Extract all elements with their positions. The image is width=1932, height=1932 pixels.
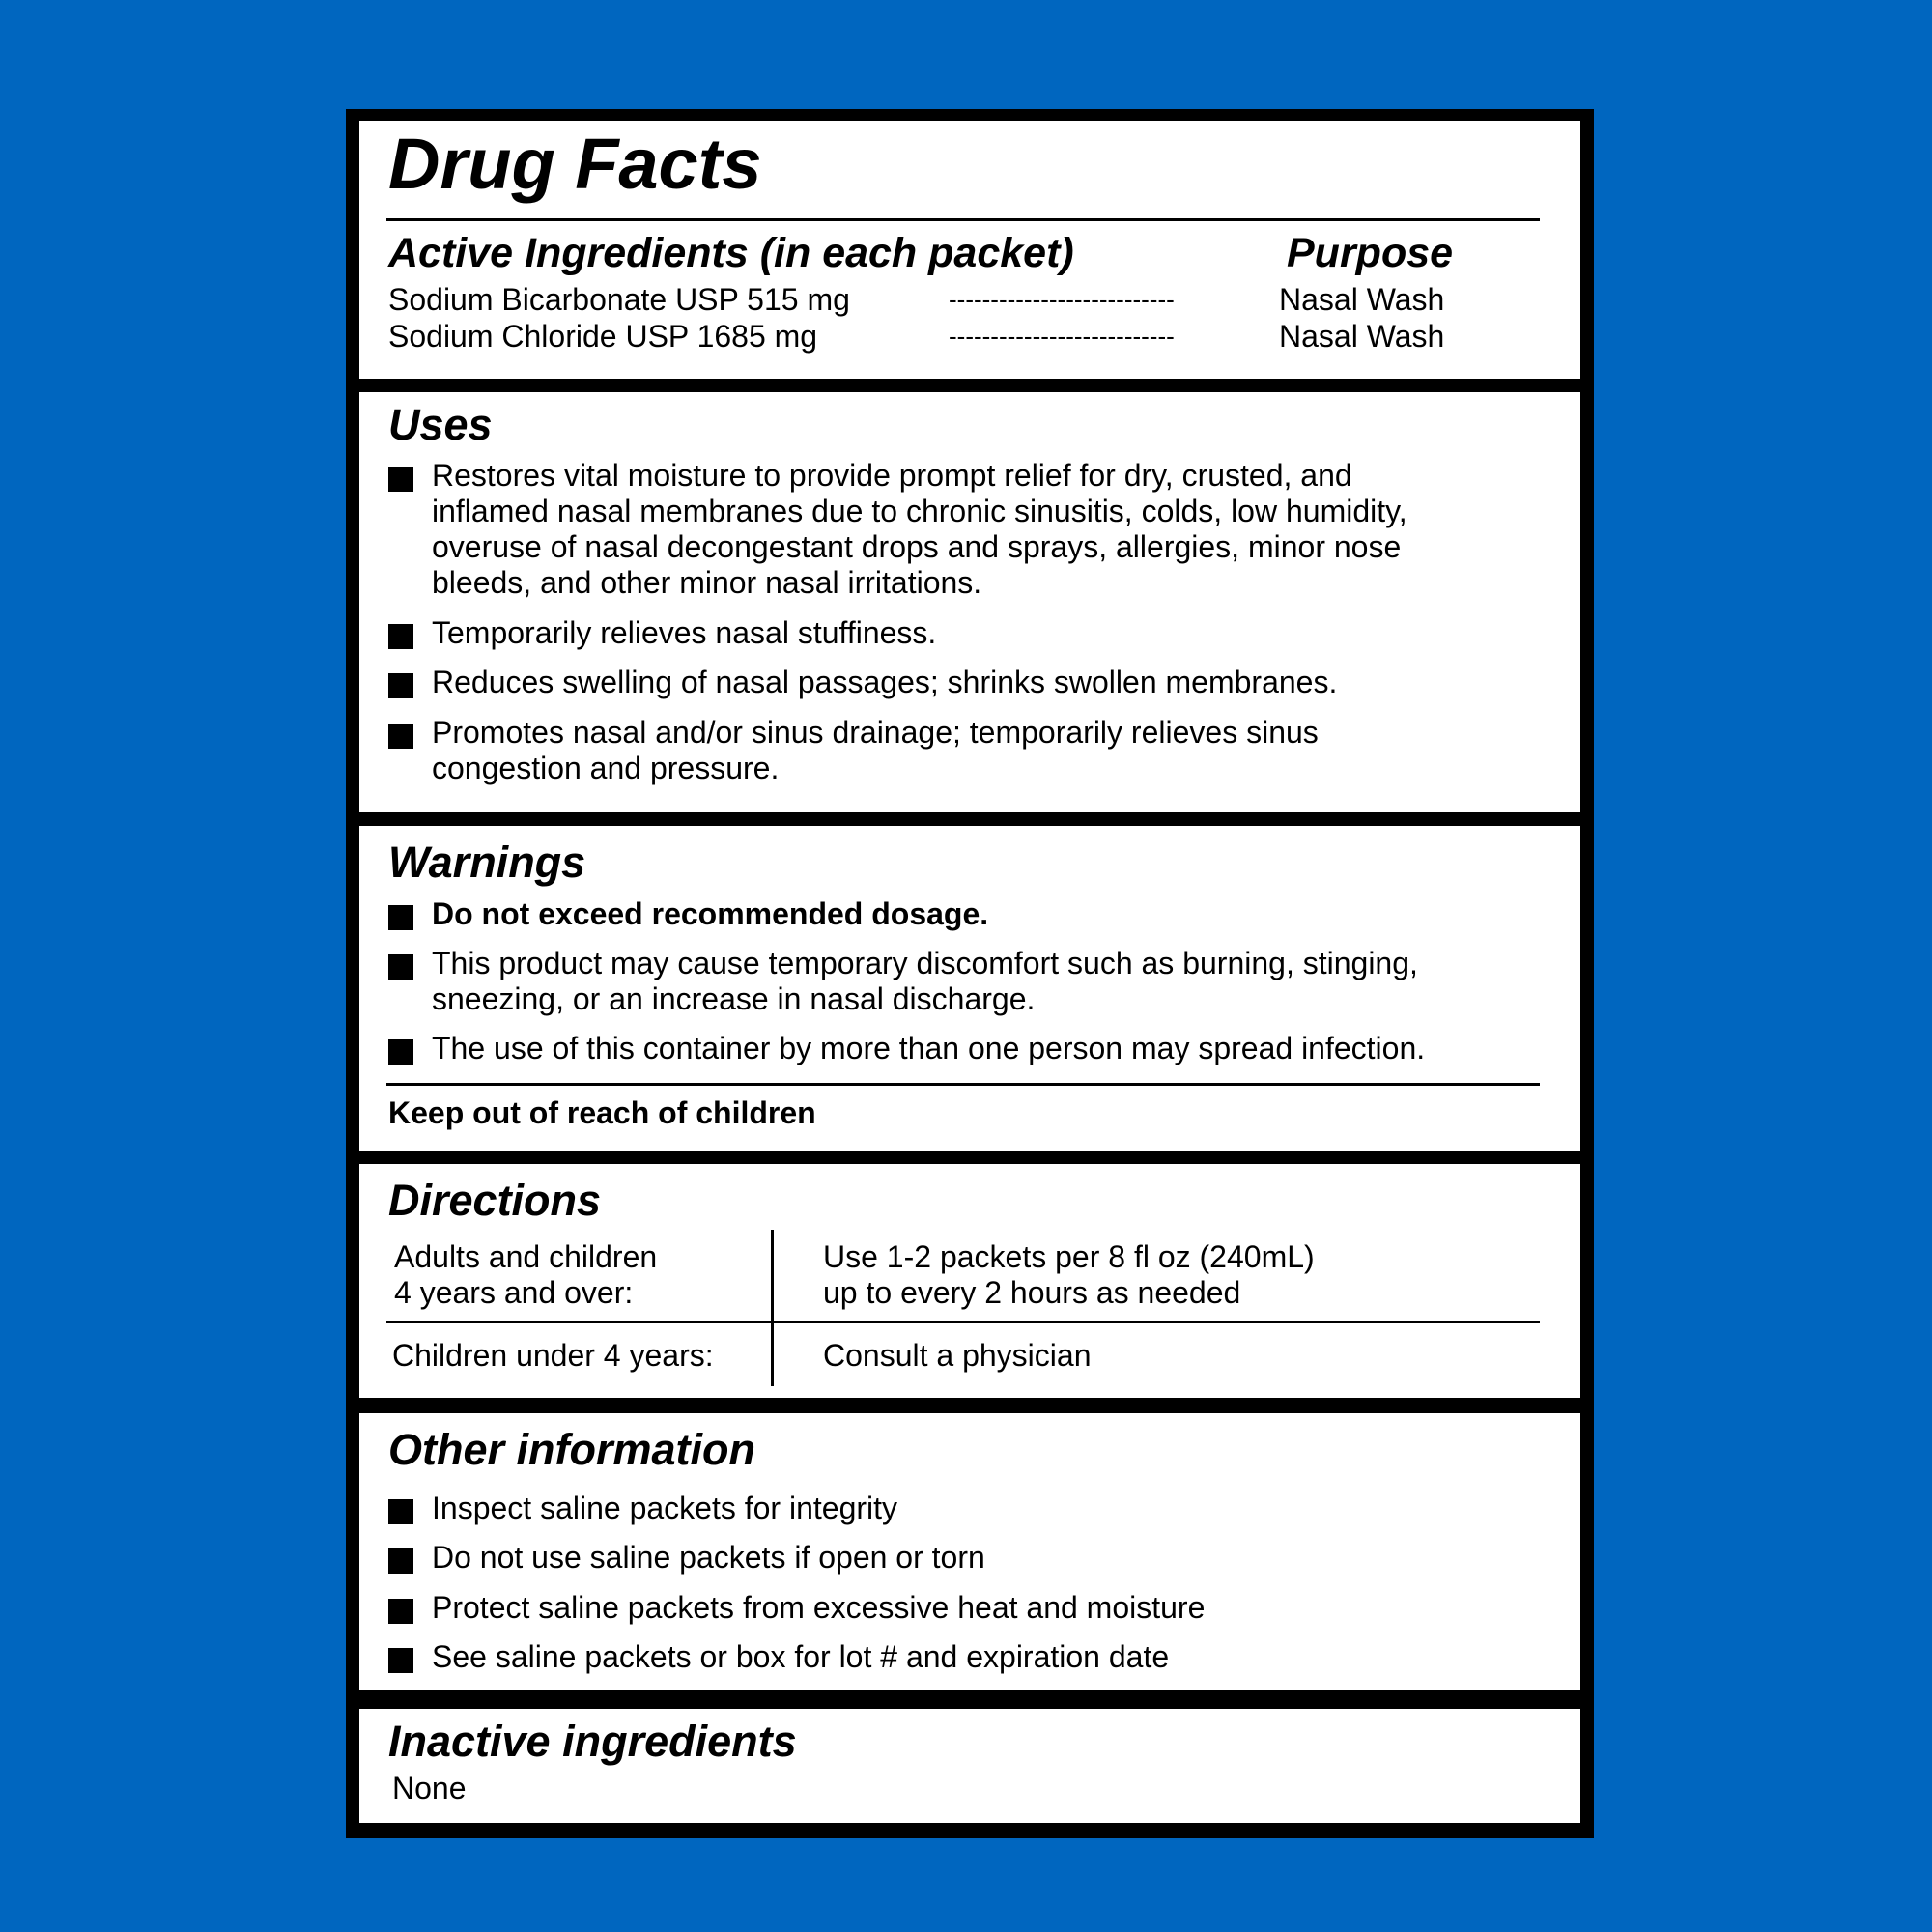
keep-out-divider [386, 1083, 1540, 1086]
square-bullet-icon [388, 1648, 413, 1673]
uses-panel: Uses Restores vital moisture to provide prompt relief for dry, crusted, and inflamed nasal membranes due to chronic sinusitis, colds, low humidity, overuse of nasal decongestant drops and sprays, allergies, minor nose bleeds, and other minor nasal irritations. Temporarily relieves nasal stuffiness. Reduces swelling of nasal passages; shrinks swollen membranes. Promotes nasal and/or sinus drainage; temporarily relieves sinus congestion and pressure. [359, 392, 1580, 812]
warnings-panel: Warnings Do not exceed recommended dosage. This product may cause temporary discomfort such as burning, stinging, sneezing, or an increase in nasal discharge. The use of this container by more than one person may spread infection. Keep out of reach of children [359, 826, 1580, 1151]
square-bullet-icon [388, 724, 413, 749]
title-divider [386, 218, 1540, 221]
square-bullet-icon [388, 905, 413, 930]
other-information-panel: Other information Inspect saline packets for integrity Do not use saline packets if open or torn Protect saline packets from excessive heat and moisture See saline packets or box for lot # and expiration date [359, 1413, 1580, 1690]
directions-who: Adults and children [394, 1239, 658, 1274]
inactive-ingredients-heading: Inactive ingredients [388, 1717, 797, 1766]
purpose-heading: Purpose [1287, 230, 1454, 276]
inactive-ingredients-panel [359, 1709, 1580, 1823]
square-bullet-icon [388, 1548, 413, 1574]
square-bullet-icon [388, 954, 413, 980]
directions-who: Children under 4 years: [392, 1338, 714, 1373]
active-ingredients-panel [359, 121, 1580, 379]
active-ingredients-heading: Active Ingredients (in each packet) [388, 230, 1074, 276]
square-bullet-icon [388, 624, 413, 649]
directions-who: 4 years and over: [394, 1275, 634, 1310]
square-bullet-icon [388, 1039, 413, 1065]
inactive-ingredients-value: None [392, 1771, 467, 1805]
directions-panel [359, 1164, 1580, 1398]
warnings-heading: Warnings [388, 838, 586, 887]
dotted-leader: --------------------------- [949, 285, 1175, 314]
square-bullet-icon [388, 1599, 413, 1624]
directions-row-divider [386, 1321, 1540, 1323]
directions-column-divider [771, 1230, 774, 1386]
uses-heading: Uses [388, 400, 493, 449]
square-bullet-icon [388, 467, 413, 492]
ingredient-purpose: Nasal Wash [1279, 282, 1445, 317]
square-bullet-icon [388, 1499, 413, 1524]
ingredient-purpose: Nasal Wash [1279, 319, 1445, 354]
drug-facts-title: Drug Facts [388, 124, 762, 204]
other-information-heading: Other information [388, 1425, 755, 1474]
directions-what: Use 1-2 packets per 8 fl oz (240mL) [823, 1239, 1315, 1274]
ingredient-name: Sodium Chloride USP 1685 mg [388, 319, 818, 354]
directions-heading: Directions [388, 1176, 602, 1225]
directions-what: up to every 2 hours as needed [823, 1275, 1241, 1310]
drug-facts-label [346, 109, 1594, 1838]
directions-what: Consult a physician [823, 1338, 1092, 1373]
dotted-leader: --------------------------- [949, 322, 1175, 351]
ingredient-name: Sodium Bicarbonate USP 515 mg [388, 282, 850, 317]
square-bullet-icon [388, 673, 413, 698]
keep-out-of-reach-text: Keep out of reach of children [388, 1095, 816, 1130]
